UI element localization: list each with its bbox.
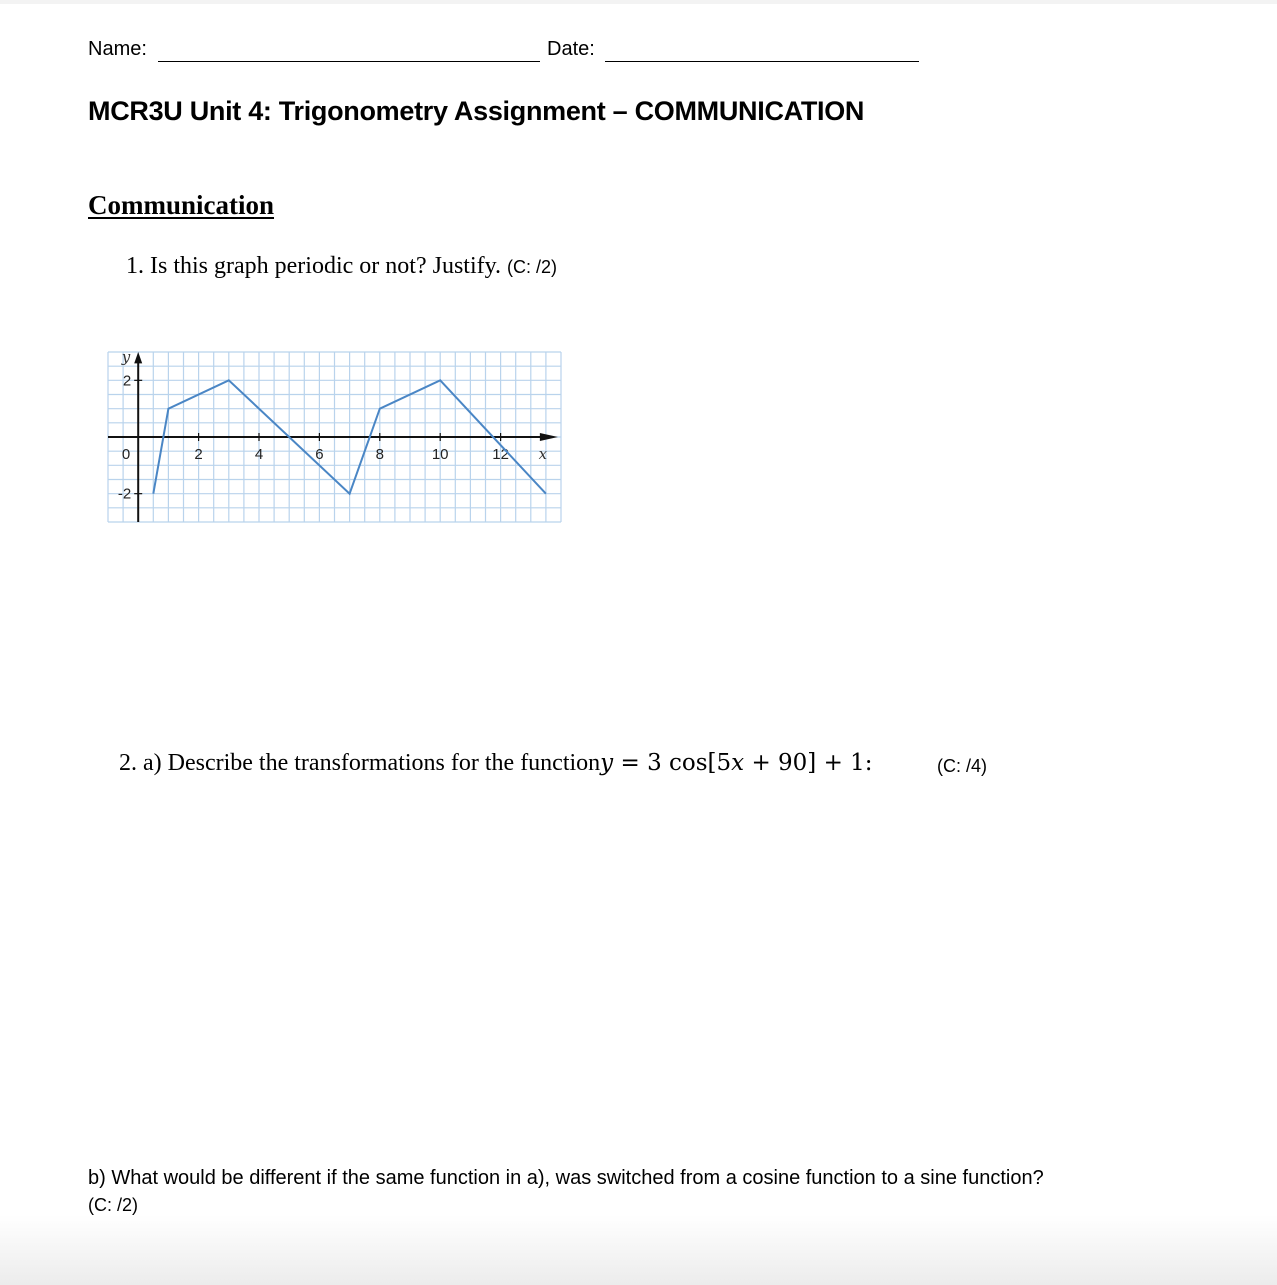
- date-blank-line: [605, 61, 919, 62]
- x-tick-label: 12: [492, 446, 509, 463]
- name-blank-line: [158, 61, 540, 62]
- y-axis-label: y: [121, 350, 131, 366]
- x-axis-label: x: [538, 445, 548, 463]
- function-equation: y = 3 cos[5x + 90] + 1:: [600, 750, 873, 776]
- page-title: MCR3U Unit 4: Trigonometry Assignment – COMMUNICATION: [88, 96, 865, 126]
- x-tick-label: 8: [375, 446, 384, 463]
- name-label: Name:: [88, 38, 147, 60]
- bottom-shadow: [0, 1215, 1277, 1285]
- x-tick-label: 10: [431, 446, 449, 463]
- question-2a-text: 2. a) Describe the transformations for the function: [119, 750, 601, 776]
- origin-label: 0: [121, 446, 131, 463]
- question-1-text: 1. Is this graph periodic or not? Justify.: [126, 253, 502, 279]
- x-axis-arrow: [540, 433, 558, 441]
- question-2b: b) What would be different if the same function in a), was switched from a cosine function to a sine function?: [88, 1167, 1044, 1189]
- question-2b-marks: (C: /2): [88, 1195, 139, 1215]
- question-2a-marks: (C: /4): [937, 756, 988, 776]
- date-label: Date:: [547, 38, 595, 60]
- y-axis-arrow: [134, 352, 142, 363]
- periodic-graph: [106, 350, 564, 526]
- x-tick-label: 4: [254, 446, 264, 463]
- y-tick-label: 2: [122, 372, 132, 390]
- x-tick-label: 6: [315, 446, 324, 463]
- question-2a: [119, 750, 873, 777]
- y-tick-label: -2: [117, 485, 132, 503]
- x-tick-label: 2: [194, 446, 203, 463]
- question-1: [126, 253, 557, 280]
- top-edge: [0, 0, 1277, 4]
- question-1-marks: (C: /2): [507, 257, 558, 277]
- section-heading: Communication: [88, 190, 275, 220]
